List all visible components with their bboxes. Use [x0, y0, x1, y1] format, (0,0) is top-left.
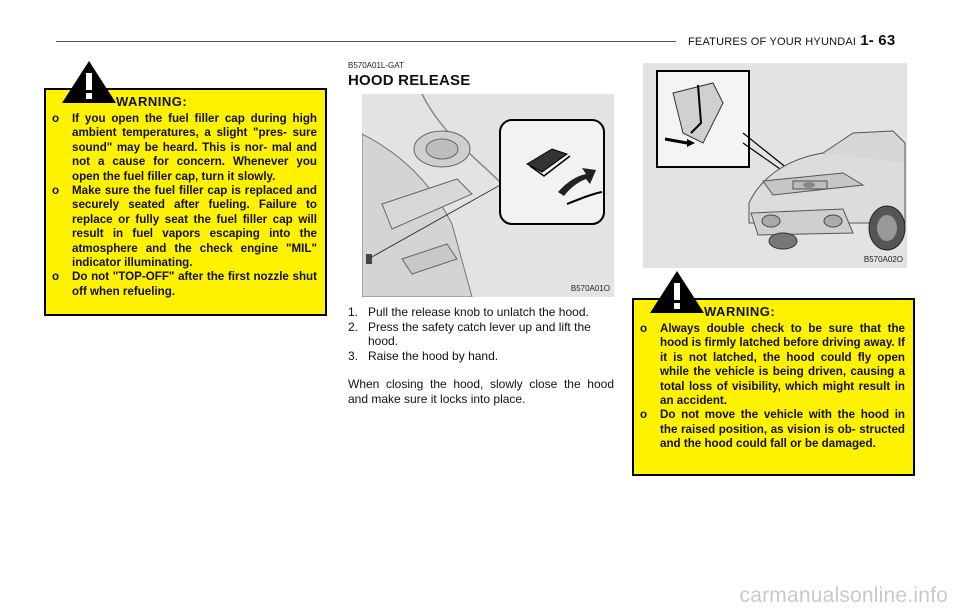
step-text: Pull the release knob to unlatch the hood.	[368, 305, 589, 319]
bullet: o	[52, 112, 60, 125]
bullet: o	[52, 184, 60, 198]
warning-item	[52, 270, 317, 299]
bullet: o	[640, 322, 648, 335]
closing-paragraph: When closing the hood, slowly close the hood and make sure it locks into place.	[348, 377, 614, 406]
warning-item	[640, 322, 905, 408]
section-code: B570A01L-GAT	[348, 61, 404, 70]
section-title: HOOD RELEASE	[348, 72, 471, 89]
warning-text: Make sure the fuel filler cap is replaced and securely seated after fueling. Failure to replace or fully seat the fuel filler cap will result in fuel vapors escaping into the atmosphere and the check engine "MIL" indicator illuminating.	[72, 184, 317, 270]
hood-warning-box	[632, 298, 915, 476]
step-number: 1.	[348, 305, 359, 319]
warning-item	[640, 408, 905, 451]
bullet: o	[52, 270, 60, 284]
warning-item	[52, 184, 317, 270]
hood-release-illustration	[362, 94, 614, 297]
step-item	[348, 320, 612, 349]
header-section-title: FEATURES OF YOUR HYUNDAI	[688, 36, 857, 48]
instruction-steps	[348, 305, 612, 363]
fuel-warning-box	[44, 88, 327, 316]
figure-caption: B570A02O	[863, 255, 903, 264]
warning-title: WARNING:	[704, 304, 776, 319]
hood-release-knob-figure	[362, 94, 614, 297]
page-header	[688, 32, 895, 49]
page-number: 1- 63	[860, 32, 896, 49]
vehicle-hood-illustration	[643, 63, 907, 268]
step-text: Raise the hood by hand.	[368, 348, 499, 363]
hood-latch-figure	[643, 63, 907, 268]
bullet: o	[640, 408, 648, 422]
step-text: Press the safety catch lever up and lift the hood.	[368, 319, 591, 349]
warning-list	[640, 322, 905, 452]
figure-caption: B570A01O	[570, 284, 610, 293]
warning-item	[52, 112, 317, 184]
site-watermark: carmanualsonline.info	[739, 584, 948, 607]
step-item	[348, 349, 612, 364]
step-item	[348, 305, 612, 320]
warning-text: Do not "TOP-OFF" after the first nozzle shut off when refueling.	[72, 270, 317, 298]
warning-title: WARNING:	[116, 94, 188, 109]
warning-text: If you open the fuel filler cap during high ambient temperatures, a slight "pres- sure sound" may be heard. This is nor- mal and not a cause for concern. Whenever you open the fuel filler cap, turn it slowly.	[72, 112, 317, 183]
header-rule	[56, 41, 676, 42]
warning-triangle-icon	[61, 60, 117, 104]
warning-triangle-icon	[649, 270, 705, 314]
step-number: 2.	[348, 319, 359, 334]
warning-text: Always double check to be sure that the hood is firmly latched before driving away. If it is not latched, the hood could fly open while the vehicle is being driven, causing a total loss of visibility, which might result in an accident.	[660, 322, 905, 408]
warning-list	[52, 112, 317, 299]
warning-text: Do not move the vehicle with the hood in the raised position, as vision is ob- structed and the hood could fall or be damaged.	[660, 408, 905, 451]
step-number: 3.	[348, 348, 359, 363]
